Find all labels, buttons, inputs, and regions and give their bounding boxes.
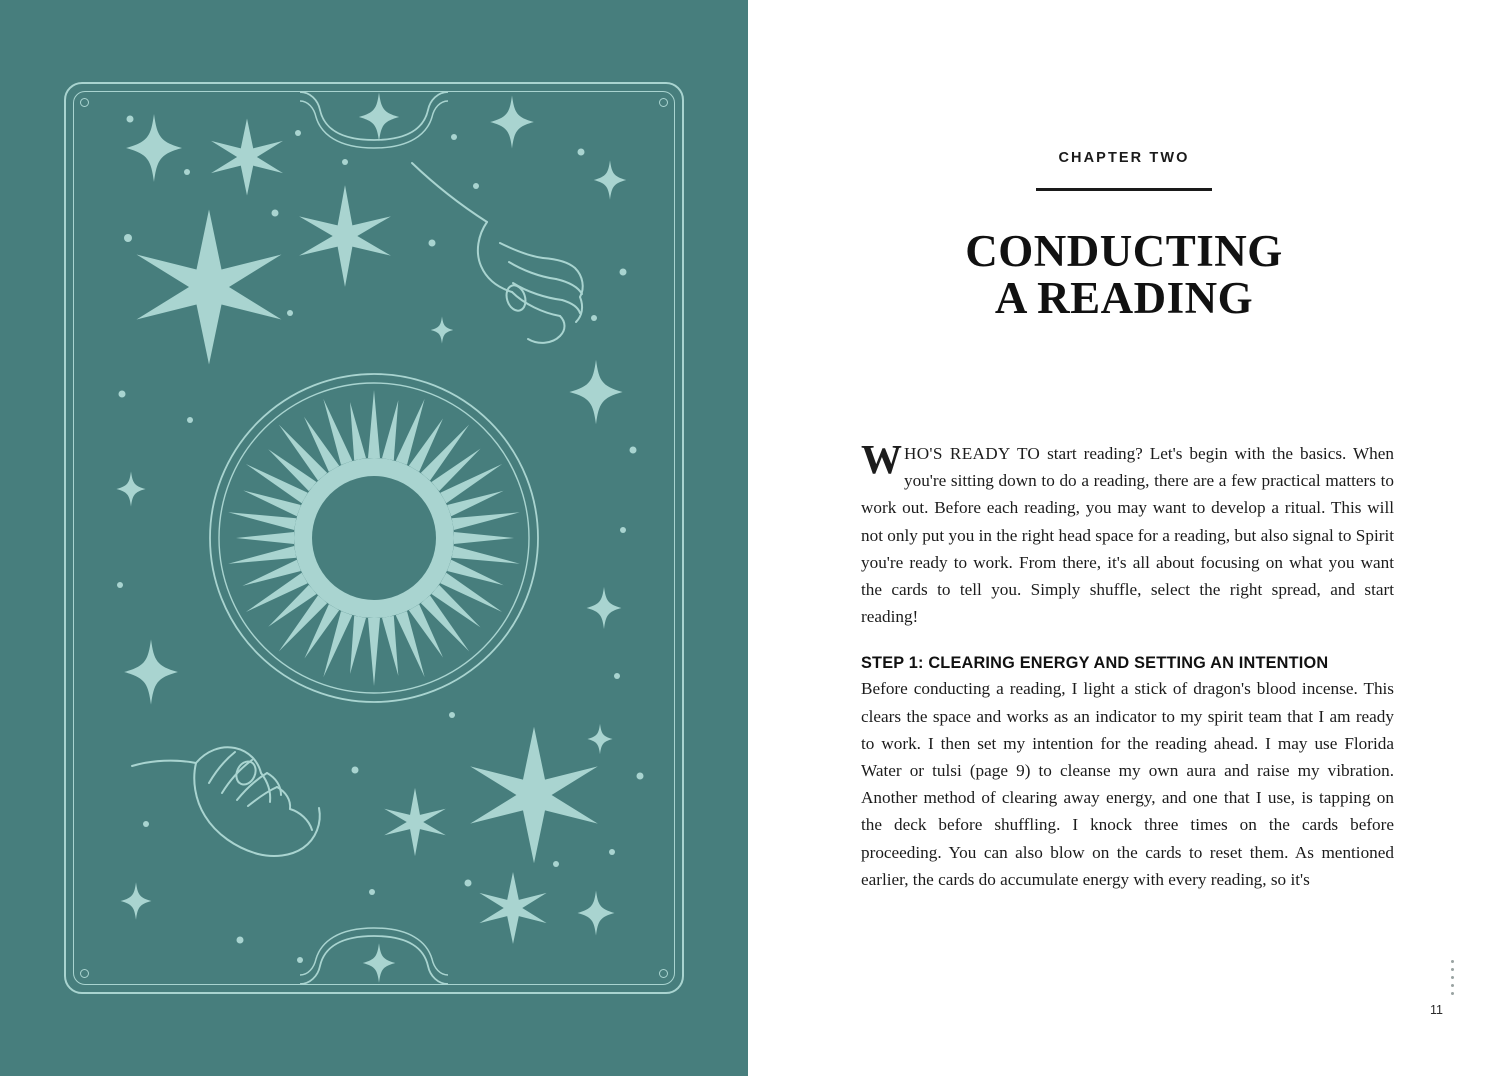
step-1-paragraph: Before conducting a reading, I light a stick of dragon's blood incense. This clears the space and works as an indicator to my spirit team that I am ready to work. I then set my intention for the reading ahead. I may use Florida Water or tulsi (page 9) to cleanse my own aura and raise my vibration. Another method of clearing away energy, and one that I use, is tapping on the deck before shuffling. I knock three times on the cards before proceeding. You can also blow on the cards to reset them. As mentioned earlier, the cards do accumulate energy with every reading, so it's [861,679,1394,889]
corner-dot-icon [659,98,668,107]
intro-body-text: start reading? Let's begin with the basics. When you're sitting down to do a reading, there are a few practical matters to work out. Before each reading, you may want to develop a ritual. This will not only put you in the right head space for a reading, but also signal to Spirit you're ready to work. From there, it's all about focusing on what you want the cards to tell you. Simply shuffle, select the right spread, and start reading! [861,444,1394,627]
drop-cap: W [861,436,902,482]
card-border-inner [73,91,675,985]
folio-ornament-icon [1451,960,1455,994]
section-heading-step-1: STEP 1: CLEARING ENERGY AND SETTING AN INTENTION [861,654,1329,673]
intro-paragraph [861,436,1394,630]
page-title [748,228,1500,322]
corner-dot-icon [80,98,89,107]
right-text-page [748,0,1500,1076]
body-column [861,436,1394,893]
corner-dot-icon [659,969,668,978]
chapter-label: CHAPTER TWO [1058,150,1190,166]
card-border [64,82,684,994]
chapter-divider-rule [1036,188,1212,191]
chapter-title-line-1: CONDUCTING [965,226,1283,276]
corner-dot-icon [80,969,89,978]
page-number: 11 [1430,1003,1443,1017]
chapter-title-line-2: A READING [994,273,1254,323]
left-illustration-page [0,0,748,1076]
intro-lead-smallcaps: HO'S READY TO [904,444,1041,463]
